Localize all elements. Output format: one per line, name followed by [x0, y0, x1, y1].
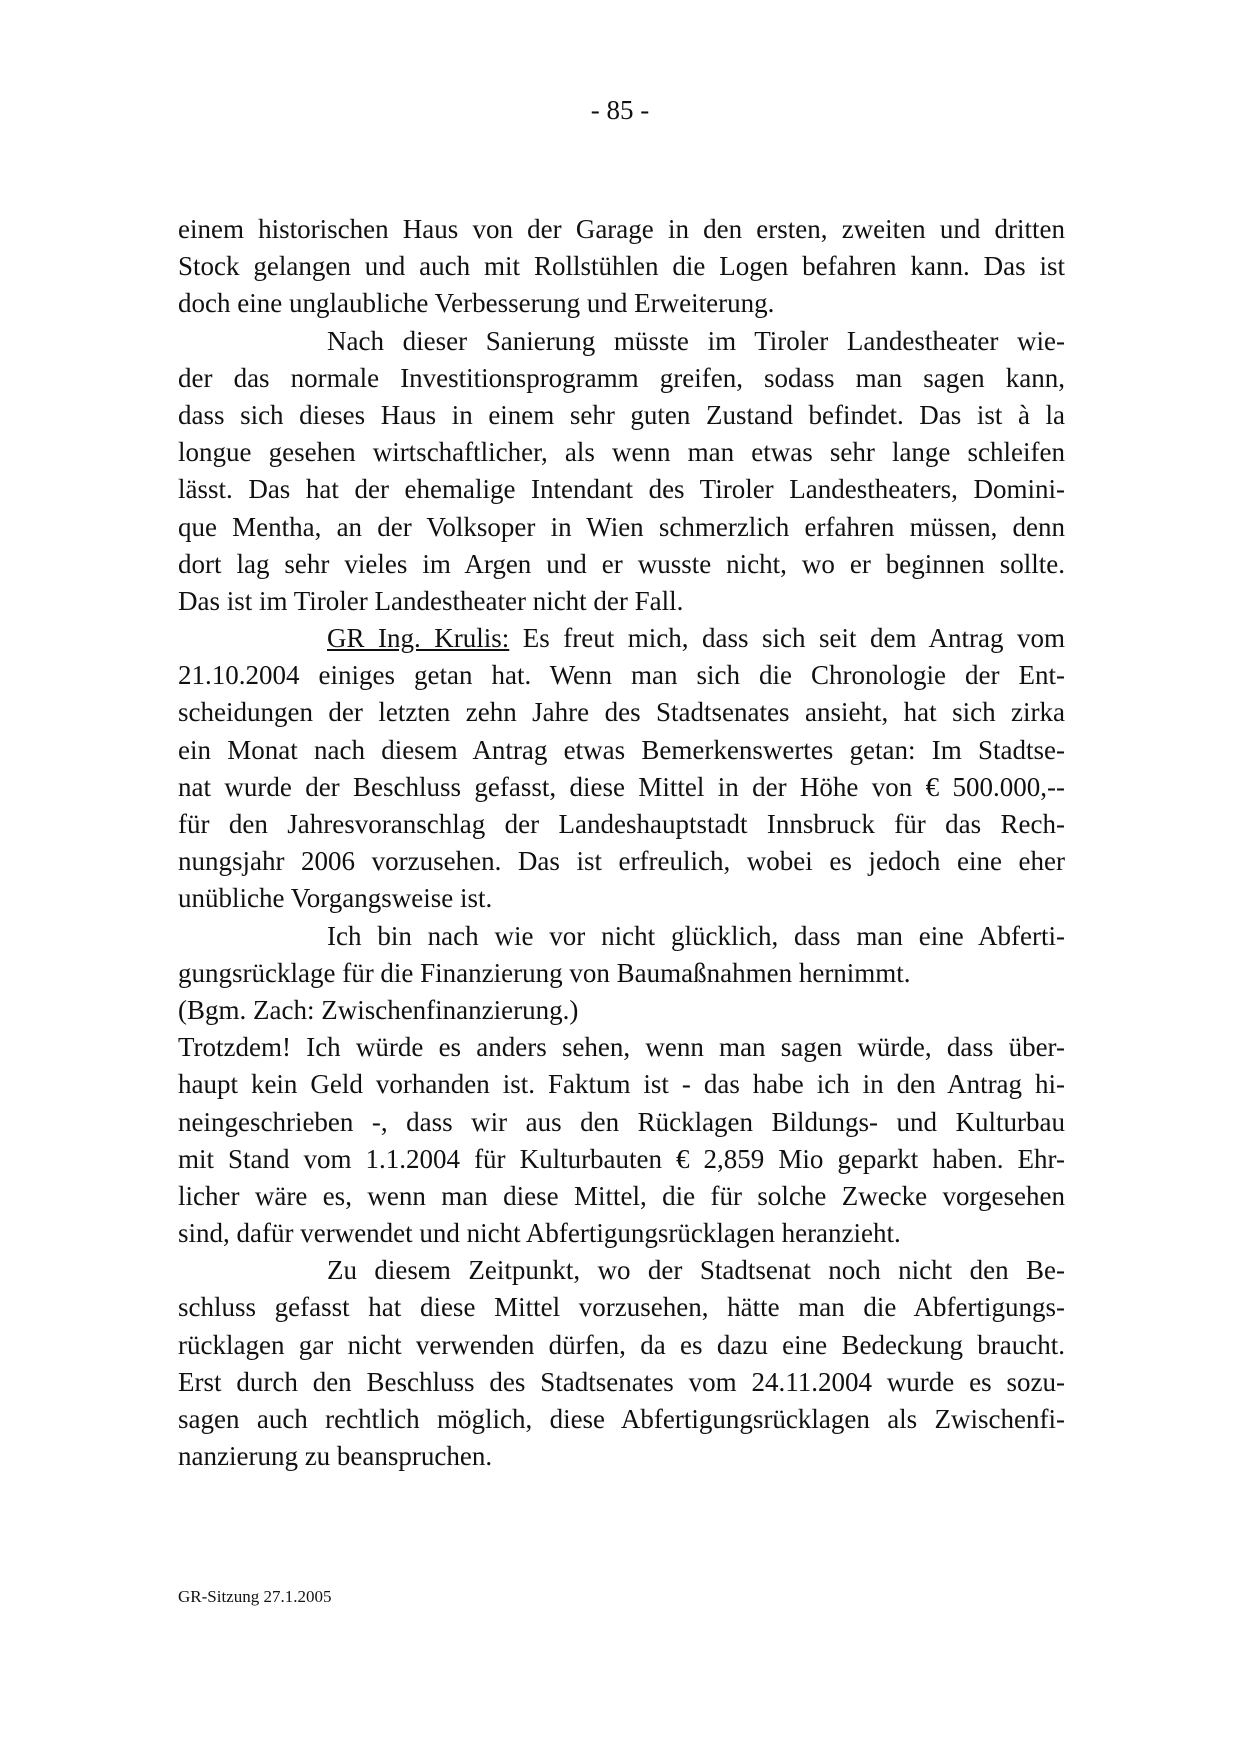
text-line	[178, 360, 1065, 397]
text-line	[178, 1364, 1065, 1401]
text-line	[178, 546, 1065, 583]
text-line-content: nanzierung zu beanspruchen.	[178, 1441, 493, 1472]
text-line	[178, 843, 1065, 880]
text-line	[178, 1438, 1065, 1475]
text-line-content: sind, dafür verwendet und nicht Abfertigungsrücklagen heranzieht.	[178, 1218, 901, 1249]
text-line-content: einem historischen Haus von der Garage in den ersten, zweiten und dritten	[178, 214, 1065, 244]
text-line-content: longue gesehen wirtschaftlicher, als wenn man etwas sehr lange schleifen	[178, 437, 1065, 468]
text-line-content: für den Jahresvoranschlag der Landeshauptstadt Innsbruck für das Rech-	[178, 809, 1065, 839]
text-line	[178, 1327, 1065, 1364]
text-line-content: ein Monat nach diesem Antrag etwas Bemerkenswertes getan: Im Stadtse-	[178, 734, 1065, 765]
text-line	[178, 1066, 1065, 1103]
text-line-content: dort lag sehr vieles im Argen und er wusste nicht, wo er beginnen sollte.	[178, 548, 1065, 579]
text-line-content: Stock gelangen und auch mit Rollstühlen die Logen befahren kann. Das ist	[178, 251, 1065, 282]
text-line-content: scheidungen der letzten zehn Jahre des Stadtsenates ansieht, hat sich zirka	[178, 697, 1065, 728]
page-number: - 85 -	[590, 95, 650, 125]
text-line-content: (Bgm. Zach: Zwischenfinanzierung.)	[178, 994, 579, 1025]
text-line	[178, 732, 1065, 769]
text-line-content: nat wurde der Beschluss gefasst, diese Mittel in der Höhe von € 500.000,--	[178, 771, 1065, 802]
text-line-content: sagen auch rechtlich möglich, diese Abfertigungsrücklagen als Zwischenfi-	[178, 1404, 1065, 1434]
text-line	[178, 323, 1065, 360]
text-line-content: gungsrücklage für die Finanzierung von Baumaßnahmen hernimmt.	[178, 957, 911, 988]
text-line	[178, 955, 1065, 992]
text-line	[178, 918, 1065, 955]
text-line	[178, 1141, 1065, 1178]
text-line-content: unübliche Vorgangsweise ist.	[178, 883, 493, 914]
text-line	[178, 620, 1065, 657]
text-line-content: que Mentha, an der Volksoper in Wien schmerzlich erfahren müssen, denn	[178, 511, 1065, 542]
text-line	[178, 1215, 1065, 1252]
text-line	[178, 509, 1065, 546]
text-line-content: der das normale Investitionsprogramm greifen, sodass man sagen kann,	[178, 362, 1065, 393]
text-line	[178, 769, 1065, 806]
text-line-content: licher wäre es, wenn man diese Mittel, die für solche Zwecke vorgesehen	[178, 1180, 1065, 1211]
text-line-content: rücklagen gar nicht verwenden dürfen, da es dazu eine Bedeckung braucht.	[178, 1329, 1065, 1360]
text-line	[178, 992, 1065, 1029]
text-line-content: Nach dieser Sanierung müsste im Tiroler Landestheater wie-	[327, 325, 1065, 356]
text-line	[178, 1401, 1065, 1438]
text-line	[178, 1178, 1065, 1215]
text-line	[178, 1104, 1065, 1141]
footer: GR-Sitzung 27.1.2005	[178, 1587, 332, 1606]
text-line	[178, 880, 1065, 917]
text-line	[178, 694, 1065, 731]
text-line-content: Es freut mich, dass sich seit dem Antrag vom	[509, 623, 1065, 654]
text-line-content: Erst durch den Beschluss des Stadtsenates vom 24.11.2004 wurde es sozu-	[178, 1366, 1065, 1397]
text-line-content: haupt kein Geld vorhanden ist. Faktum ist - das habe ich in den Antrag hi-	[178, 1069, 1065, 1100]
text-line-content: Das ist im Tiroler Landestheater nicht der Fall.	[178, 585, 684, 616]
text-line-content: schluss gefasst hat diese Mittel vorzusehen, hätte man die Abfertigungs-	[178, 1292, 1065, 1323]
text-line	[178, 471, 1065, 508]
text-line	[178, 1289, 1065, 1326]
text-line	[178, 285, 1065, 322]
text-line	[178, 211, 1065, 248]
text-line-content: 21.10.2004 einiges getan hat. Wenn man sich die Chronologie der Ent-	[178, 660, 1065, 691]
text-line	[178, 1252, 1065, 1289]
text-line-content: Ich bin nach wie vor nicht glücklich, dass man eine Abferti-	[327, 920, 1065, 951]
text-line-content: nungsjahr 2006 vorzusehen. Das ist erfreulich, wobei es jedoch eine eher	[178, 846, 1065, 877]
text-line	[178, 434, 1065, 471]
text-line	[178, 248, 1065, 285]
text-line-content: mit Stand vom 1.1.2004 für Kulturbauten € 2,859 Mio geparkt haben. Ehr-	[178, 1143, 1065, 1174]
text-line	[178, 397, 1065, 434]
document-body	[178, 211, 1065, 1475]
text-line-content: dass sich dieses Haus in einem sehr guten Zustand befindet. Das ist à la	[178, 399, 1065, 430]
text-line-content: doch eine unglaubliche Verbesserung und Erweiterung.	[178, 288, 775, 319]
speaker-name: GR Ing. Krulis:	[327, 623, 510, 654]
text-line	[178, 657, 1065, 694]
text-line-content: lässt. Das hat der ehemalige Intendant des Tiroler Landestheaters, Domini-	[178, 474, 1065, 505]
text-line-content: neingeschrieben -, dass wir aus den Rücklagen Bildungs- und Kulturbau	[178, 1106, 1065, 1137]
text-line-content: Trotzdem! Ich würde es anders sehen, wenn man sagen würde, dass über-	[178, 1032, 1065, 1063]
text-line-content: Zu diesem Zeitpunkt, wo der Stadtsenat noch nicht den Be-	[327, 1255, 1065, 1286]
text-line	[178, 583, 1065, 620]
text-line	[178, 806, 1065, 843]
text-line	[178, 1029, 1065, 1066]
